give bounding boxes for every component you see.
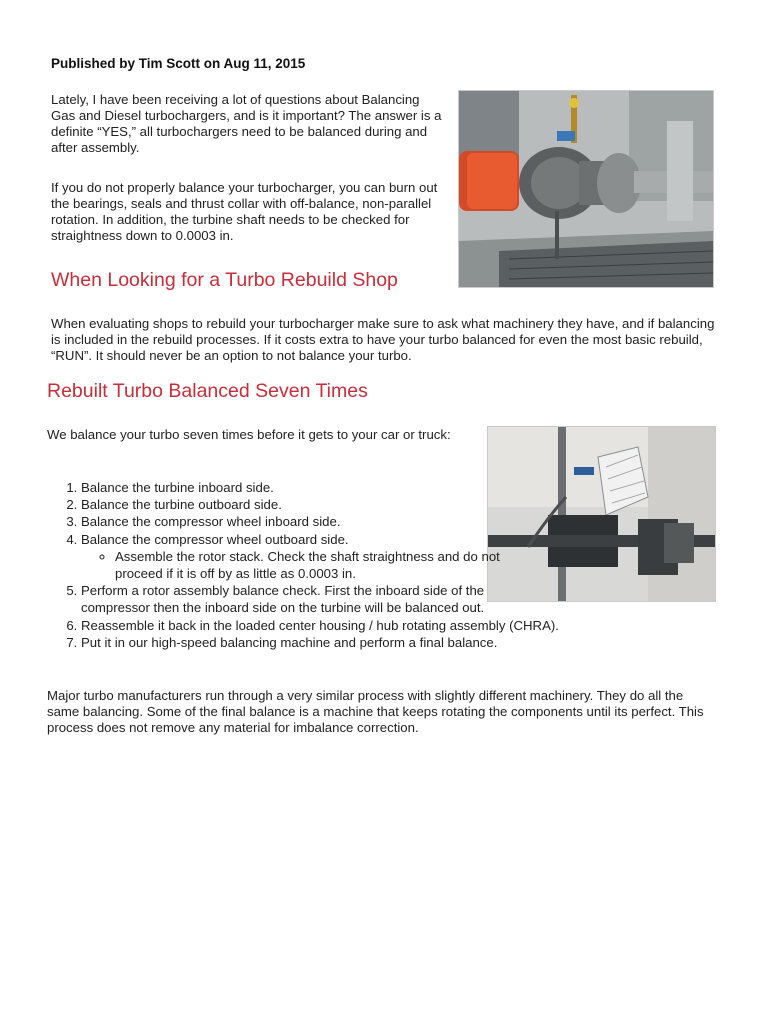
- list-item: 5. Perform a rotor assembly balance check. First the inboard side of the compressor then the inboard side on the turbine will be balanced out.: [81, 582, 501, 616]
- list-item: 1. Balance the turbine inboard side.: [81, 479, 501, 496]
- list-item: 7. Put it in our high-speed balancing machine and perform a final balance.: [81, 634, 641, 651]
- list-item: 2. Balance the turbine outboard side.: [81, 496, 501, 513]
- compressor-wheel-photo: [487, 426, 716, 602]
- balancing-steps-list: [47, 479, 559, 651]
- sub-list-item: ◦ Assemble the rotor stack. Check the shaft straightness and do not proceed if it is off by as little as 0.0003 in.: [115, 548, 501, 582]
- intro-paragraph-2: If you do not properly balance your turbocharger, you can burn out the bearings, seals and thrust collar with off-balance, non-parallel rotation. In addition, the turbine shaft needs to be checked for straightness down to 0.0003 in.: [51, 180, 438, 243]
- list-item: 6. Reassemble it back in the loaded center housing / hub rotating assembly (CHRA).: [81, 617, 641, 634]
- list-item-text: Balance the compressor wheel outboard side.: [81, 531, 349, 547]
- sub-list: [81, 548, 501, 582]
- section-heading-rebuild-shop: When Looking for a Turbo Rebuild Shop: [51, 269, 398, 291]
- list-item: [81, 531, 501, 583]
- byline: Published by Tim Scott on Aug 11, 2015: [51, 56, 306, 71]
- closing-paragraph: Major turbo manufacturers run through a very similar process with slightly different machinery. They do all the same balancing. Some of the final balance is a machine that keeps rotating the components until its perfect. This process does not remove any material for imbalance correction.: [47, 688, 704, 735]
- list-item: 3. Balance the compressor wheel inboard side.: [81, 513, 501, 530]
- intro-paragraph-1: Lately, I have been receiving a lot of questions about Balancing Gas and Diesel turbochargers, and is it important? The answer is a definite “YES,” all turbochargers need to be balanced during and after assembly.: [51, 92, 442, 155]
- section-heading-balanced-seven-times: Rebuilt Turbo Balanced Seven Times: [47, 380, 368, 402]
- seven-times-intro: We balance your turbo seven times before it gets to your car or truck:: [47, 427, 451, 442]
- rebuild-shop-paragraph: When evaluating shops to rebuild your turbocharger make sure to ask what machinery they have, and if balancing is included in the rebuild processes. If it costs extra to have your turbo balanced for even the most basic rebuild, “RUN”. It should never be an option to not balance your turbo.: [51, 316, 715, 363]
- turbo-balancing-photo: [458, 90, 714, 288]
